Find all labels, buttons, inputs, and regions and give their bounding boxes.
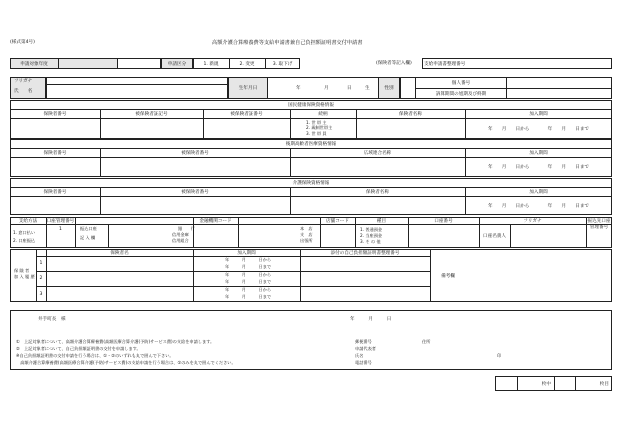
- history-row-3-number: 3: [39, 291, 43, 297]
- year-input[interactable]: [58, 58, 161, 69]
- account-kind-2[interactable]: 2. 当座預金: [360, 233, 383, 238]
- option-new[interactable]: 1. 新規: [203, 61, 219, 67]
- insurer-note: (保険者等記入欄): [376, 61, 412, 66]
- application-date[interactable]: 年 月 日: [350, 317, 392, 322]
- holder-furigana-label: フリガナ: [523, 218, 542, 224]
- sheet-count-label: 枚中: [541, 381, 551, 387]
- elderly-h-period: 加入期間: [529, 150, 548, 156]
- national-h-card-symbol: 被保険者証記号: [135, 111, 168, 117]
- option-withdraw[interactable]: 3. 取下げ: [272, 61, 293, 67]
- transfer-label-1: 振込口座: [80, 226, 97, 231]
- history-row-1-from[interactable]: 年 月 日から: [225, 257, 272, 262]
- history-row-1-number: 1: [39, 261, 43, 266]
- branch-code-label: 店舗コード: [326, 218, 349, 224]
- account-number-label: 口座番号: [434, 218, 453, 224]
- applicant-name-label: 氏名: [355, 353, 364, 358]
- note-4: 高額介護合算療養費(高額医療合算介護(予防)サービス費)の支給申請を行う場合は、①のみを丸で囲んでください。: [16, 360, 236, 365]
- kaigo-period-value[interactable]: 年 月 日から 年 月 日まで: [487, 203, 590, 209]
- birth-month: 月: [324, 86, 329, 91]
- representative-label: 申請代表者: [355, 346, 376, 351]
- sex-label: 性別: [378, 77, 400, 99]
- bank-type-1[interactable]: 銀 行: [178, 226, 195, 231]
- account-mgmt-value[interactable]: 1: [59, 227, 62, 232]
- note-3: ※自己負担額証明書の交付申請を行う場合は、①・②のいずれも丸で囲んで下さい。: [16, 353, 174, 358]
- national-h-period: 加入期間: [529, 111, 548, 117]
- history-row-2-from[interactable]: 年 月 日から: [225, 272, 272, 277]
- year-label: 申請対象年度: [20, 61, 48, 67]
- national-h-insurer-no: 保険者番号: [43, 111, 67, 117]
- option-change[interactable]: 2. 変更: [239, 61, 255, 67]
- relation-option-2[interactable]: 2. 歳制世帯主: [306, 125, 333, 130]
- history-row-3-from[interactable]: 年 月 日から: [225, 287, 272, 292]
- elderly-h-insurer-no: 保険者番号: [43, 150, 67, 156]
- kaigo-h-insurer-no: 保険者番号: [43, 189, 67, 195]
- branch-type-2[interactable]: 支 店: [300, 232, 313, 237]
- furigana-label: フリガナ: [14, 78, 33, 84]
- insured-history-label-1: 保 険 者: [14, 268, 30, 273]
- page-number-label: 枚目: [599, 381, 609, 387]
- phone-label: 電話番号: [355, 360, 372, 365]
- payment-option-transfer[interactable]: 2. 口座振込: [13, 238, 36, 243]
- fin-code-label: 金融機関コード: [199, 218, 232, 224]
- payment-method-label: 支給方法: [18, 218, 38, 224]
- name-label: 氏 名: [14, 88, 33, 94]
- bank-type-3[interactable]: 信用組合: [172, 238, 189, 243]
- birth-label: 生年月日: [228, 77, 268, 99]
- national-h-relation: 続柄: [318, 111, 328, 117]
- payment-option-window[interactable]: 1. 窓口払い: [13, 230, 36, 235]
- kubun-label: 申請区分: [161, 58, 193, 69]
- account-kind-1[interactable]: 1. 普通預金: [360, 227, 383, 232]
- seal-mark: 印: [497, 353, 502, 358]
- elderly-section-title: 後期高齢者医療資格情報: [285, 141, 337, 147]
- history-row-1-to[interactable]: 年 月 日まで: [225, 263, 272, 269]
- history-h-insurer: 保険者名: [110, 250, 129, 256]
- account-kind-label: 種目: [376, 218, 387, 224]
- kaigo-h-period: 加入期間: [529, 189, 548, 195]
- elderly-period-value[interactable]: 年 月 日から 年 月 日まで: [487, 165, 590, 170]
- birth-suffix: 生: [365, 86, 370, 91]
- note-1: ① 上記対象者について、高額介護合算療養費(高額医療合算介護(予防)サービス費)の支給を申請します。: [16, 339, 215, 344]
- address-label: 住所: [422, 339, 431, 344]
- recording-label: 訴算期間の旭期及び終期: [435, 91, 487, 97]
- history-row-3-to[interactable]: 年 月 日まで: [225, 293, 272, 299]
- national-h-insurer-name: 保険者名称: [399, 111, 422, 117]
- addressee: 井手町長 様: [38, 317, 66, 322]
- support-number-label: 支給申請書整理番号: [424, 61, 466, 67]
- elderly-h-insured-no: 被保険者番号: [181, 150, 209, 156]
- national-period-value[interactable]: 年 月 日から 年 月 日まで: [487, 126, 590, 132]
- branch-type-1[interactable]: 本 店: [300, 226, 313, 231]
- account-kind-3[interactable]: 3. そ の 他: [360, 239, 381, 244]
- relation-option-1[interactable]: 1. 世 帯 主: [306, 119, 327, 125]
- bank-type-2[interactable]: 信用金庫: [172, 232, 189, 237]
- kaigo-h-insurer-name: 保険者名称: [366, 189, 389, 195]
- national-section-title: 国民健康保険資格情報: [288, 102, 334, 108]
- account-mgmt-label: 口座管理番号: [46, 218, 75, 224]
- form-title: 高額介護合算療養費等支給申請書兼自己負担額証明書交付申請書: [212, 40, 363, 46]
- transfer-label-2: 記 入 欄: [80, 235, 96, 240]
- individual-number-label: 個人番号: [451, 80, 471, 86]
- insured-history-label-2: 加 入 履 歴: [14, 274, 35, 279]
- account-holder-label: 口座名義人: [483, 234, 506, 239]
- name-input[interactable]: [46, 77, 228, 99]
- history-h-cert-no: 添付の自己負担額証明書整理番号: [330, 250, 400, 256]
- kaigo-h-insured-no: 被保険者番号: [181, 189, 209, 195]
- branch-type-3[interactable]: 出張所: [300, 238, 313, 243]
- birth-year: 年: [296, 86, 301, 91]
- remarks-label: 備考欄: [441, 273, 455, 279]
- history-row-2-number: 2: [39, 276, 43, 281]
- dest-mgmt-label: 振込先口座管理番号: [587, 219, 611, 230]
- birth-day: 日: [347, 86, 352, 91]
- note-2: ② 上記対象者について、自己負担額証明書の交付を申請します。: [16, 346, 141, 351]
- elderly-h-union: 広域連合名称: [363, 150, 392, 156]
- postal-code-label: 郵便番号: [355, 339, 372, 344]
- sex-input[interactable]: [400, 77, 416, 99]
- history-row-2-to[interactable]: 年 月 日まで: [225, 278, 272, 284]
- national-h-card-no: 被保険者証番号: [230, 111, 263, 117]
- history-h-period: 加入期間: [237, 250, 256, 256]
- kaigo-section-title: 介護保険資格情報: [292, 180, 330, 186]
- relation-option-3[interactable]: 3. 世 帯 員: [306, 130, 327, 136]
- form-number: (様式第4号): [10, 40, 35, 45]
